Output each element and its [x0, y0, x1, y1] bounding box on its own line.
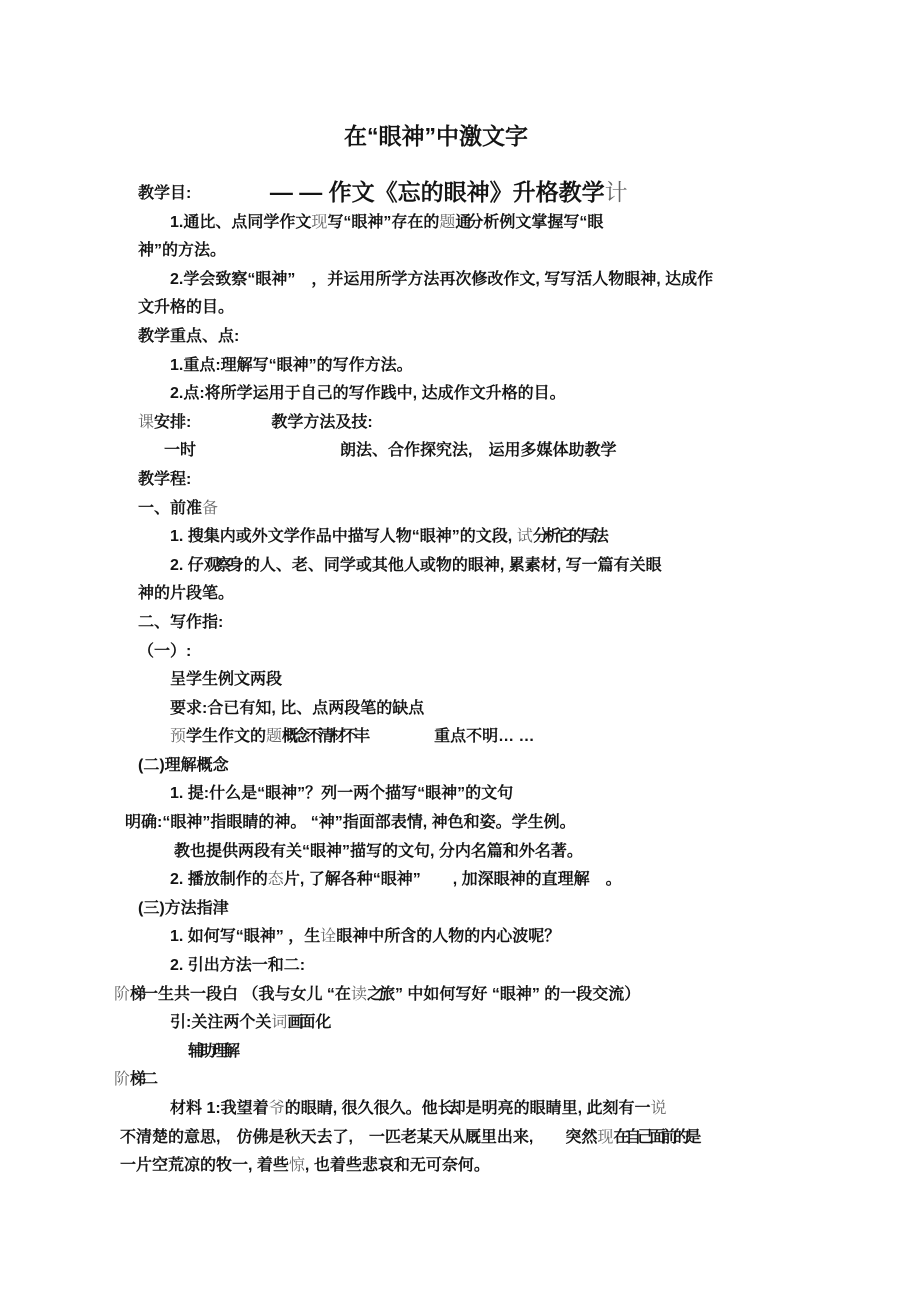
doc-line: 2. 仔观察身 的人、老、同学或其他人或物的眼神, 累素材, 写一篇有关眼 — [170, 556, 662, 574]
doc-line: 明确:“眼神”指眼睛的神。 “神”指面部表情, 神色和姿。学生例。 — [125, 814, 576, 832]
doc-line: 神”的方法。 — [138, 242, 227, 260]
doc-line: 1.重点:理解写“眼神”的写作方法。 — [170, 356, 413, 374]
doc-line: 教学目: — [138, 185, 192, 202]
doc-line: 2.学会致察“眼神” ，并运用所学方法再次修改作文, 写写活人物眼神, 达成作 — [170, 270, 714, 288]
doc-line: （一）: — [138, 642, 192, 660]
doc-line: 2. 引出方法一和二: — [170, 957, 306, 975]
doc-line: 教也提供两段有关“眼神”描写的文句, 分内名篇和外名著。 — [174, 842, 583, 860]
doc-line: (二)理解概念 — [138, 756, 229, 774]
doc-line: 引:关注两个关词画面 化 — [170, 1014, 332, 1032]
doc-line: 辅助理解 — [188, 1042, 237, 1060]
doc-line: 阶梯一 生共一段白 （我与女儿 “在读之旅 ” 中如何写好 “眼神” 的一段交流） — [114, 985, 641, 1003]
doc-line: 一、前准备 — [138, 499, 219, 517]
doc-line: 教学重点、点: — [138, 327, 240, 345]
doc-line: 材料 1:我望着爷的眼睛, 很久很久。他长却 是明亮的眼睛里, 此刻有一说 — [170, 1100, 667, 1117]
doc-line: 2. 播放制作的态片, 了解各种“眼神” , 加深眼神的直理解 。 — [170, 871, 622, 889]
doc-line: 二、写作指: — [138, 613, 224, 631]
doc-line: 要求:合已有知, 比、点两段笔的缺点 — [170, 699, 425, 717]
doc-line: 2.点:将所学运用于自己的写作践中, 达成作文升格的目。 — [170, 385, 566, 403]
document-title: 在“眼神”中激文字 — [344, 123, 528, 150]
doc-line: (三)方法指津 — [138, 899, 229, 917]
doc-line: 教学程: — [138, 470, 192, 488]
document-subtitle-main: — — 作文《忘的眼神》升格教学 — [269, 179, 605, 205]
doc-line: 一片空荒凉的牧一, 着些惊, 也着些悲哀和无可奈何。 — [120, 1157, 490, 1175]
doc-line: 1. 搜集内或外文学作品中描写人物“眼神”的文段, 试分析它的写法 — [170, 528, 605, 546]
doc-line: 阶梯二 — [114, 1071, 155, 1089]
doc-line: 文升格的目。 — [138, 299, 235, 317]
doc-line: 神的片段笔。 — [138, 585, 235, 603]
doc-line: 1. 如何写“眼神” ，生诠眼神中所含的人物的内心波呢？ — [170, 928, 561, 946]
doc-line: 不清楚的意思, 仿佛是秋天去了, 一匹老某天从厩里出来, 突然现在自己面前的是 — [120, 1128, 698, 1146]
doc-line: 课安排: 教学方法及技: — [138, 413, 373, 431]
doc-line: 1.通比、点同学作文现写“眼神”存在的题通分 析例文掌握写“眼 — [170, 213, 604, 231]
doc-line: 1. 提:什么是“眼神”？列一两个描写“眼神”的文句 — [170, 785, 514, 803]
document-body — [112, 180, 852, 1181]
doc-line: 一时 朗法、合作探究法, 运用多媒体助教学 — [164, 442, 617, 460]
doc-line: 呈学生例文两段 — [170, 671, 283, 689]
doc-line: 预学生作文的题概念不清材不丰 重点不明… … — [170, 728, 535, 746]
document-subtitle-tail: 计 — [604, 179, 628, 205]
